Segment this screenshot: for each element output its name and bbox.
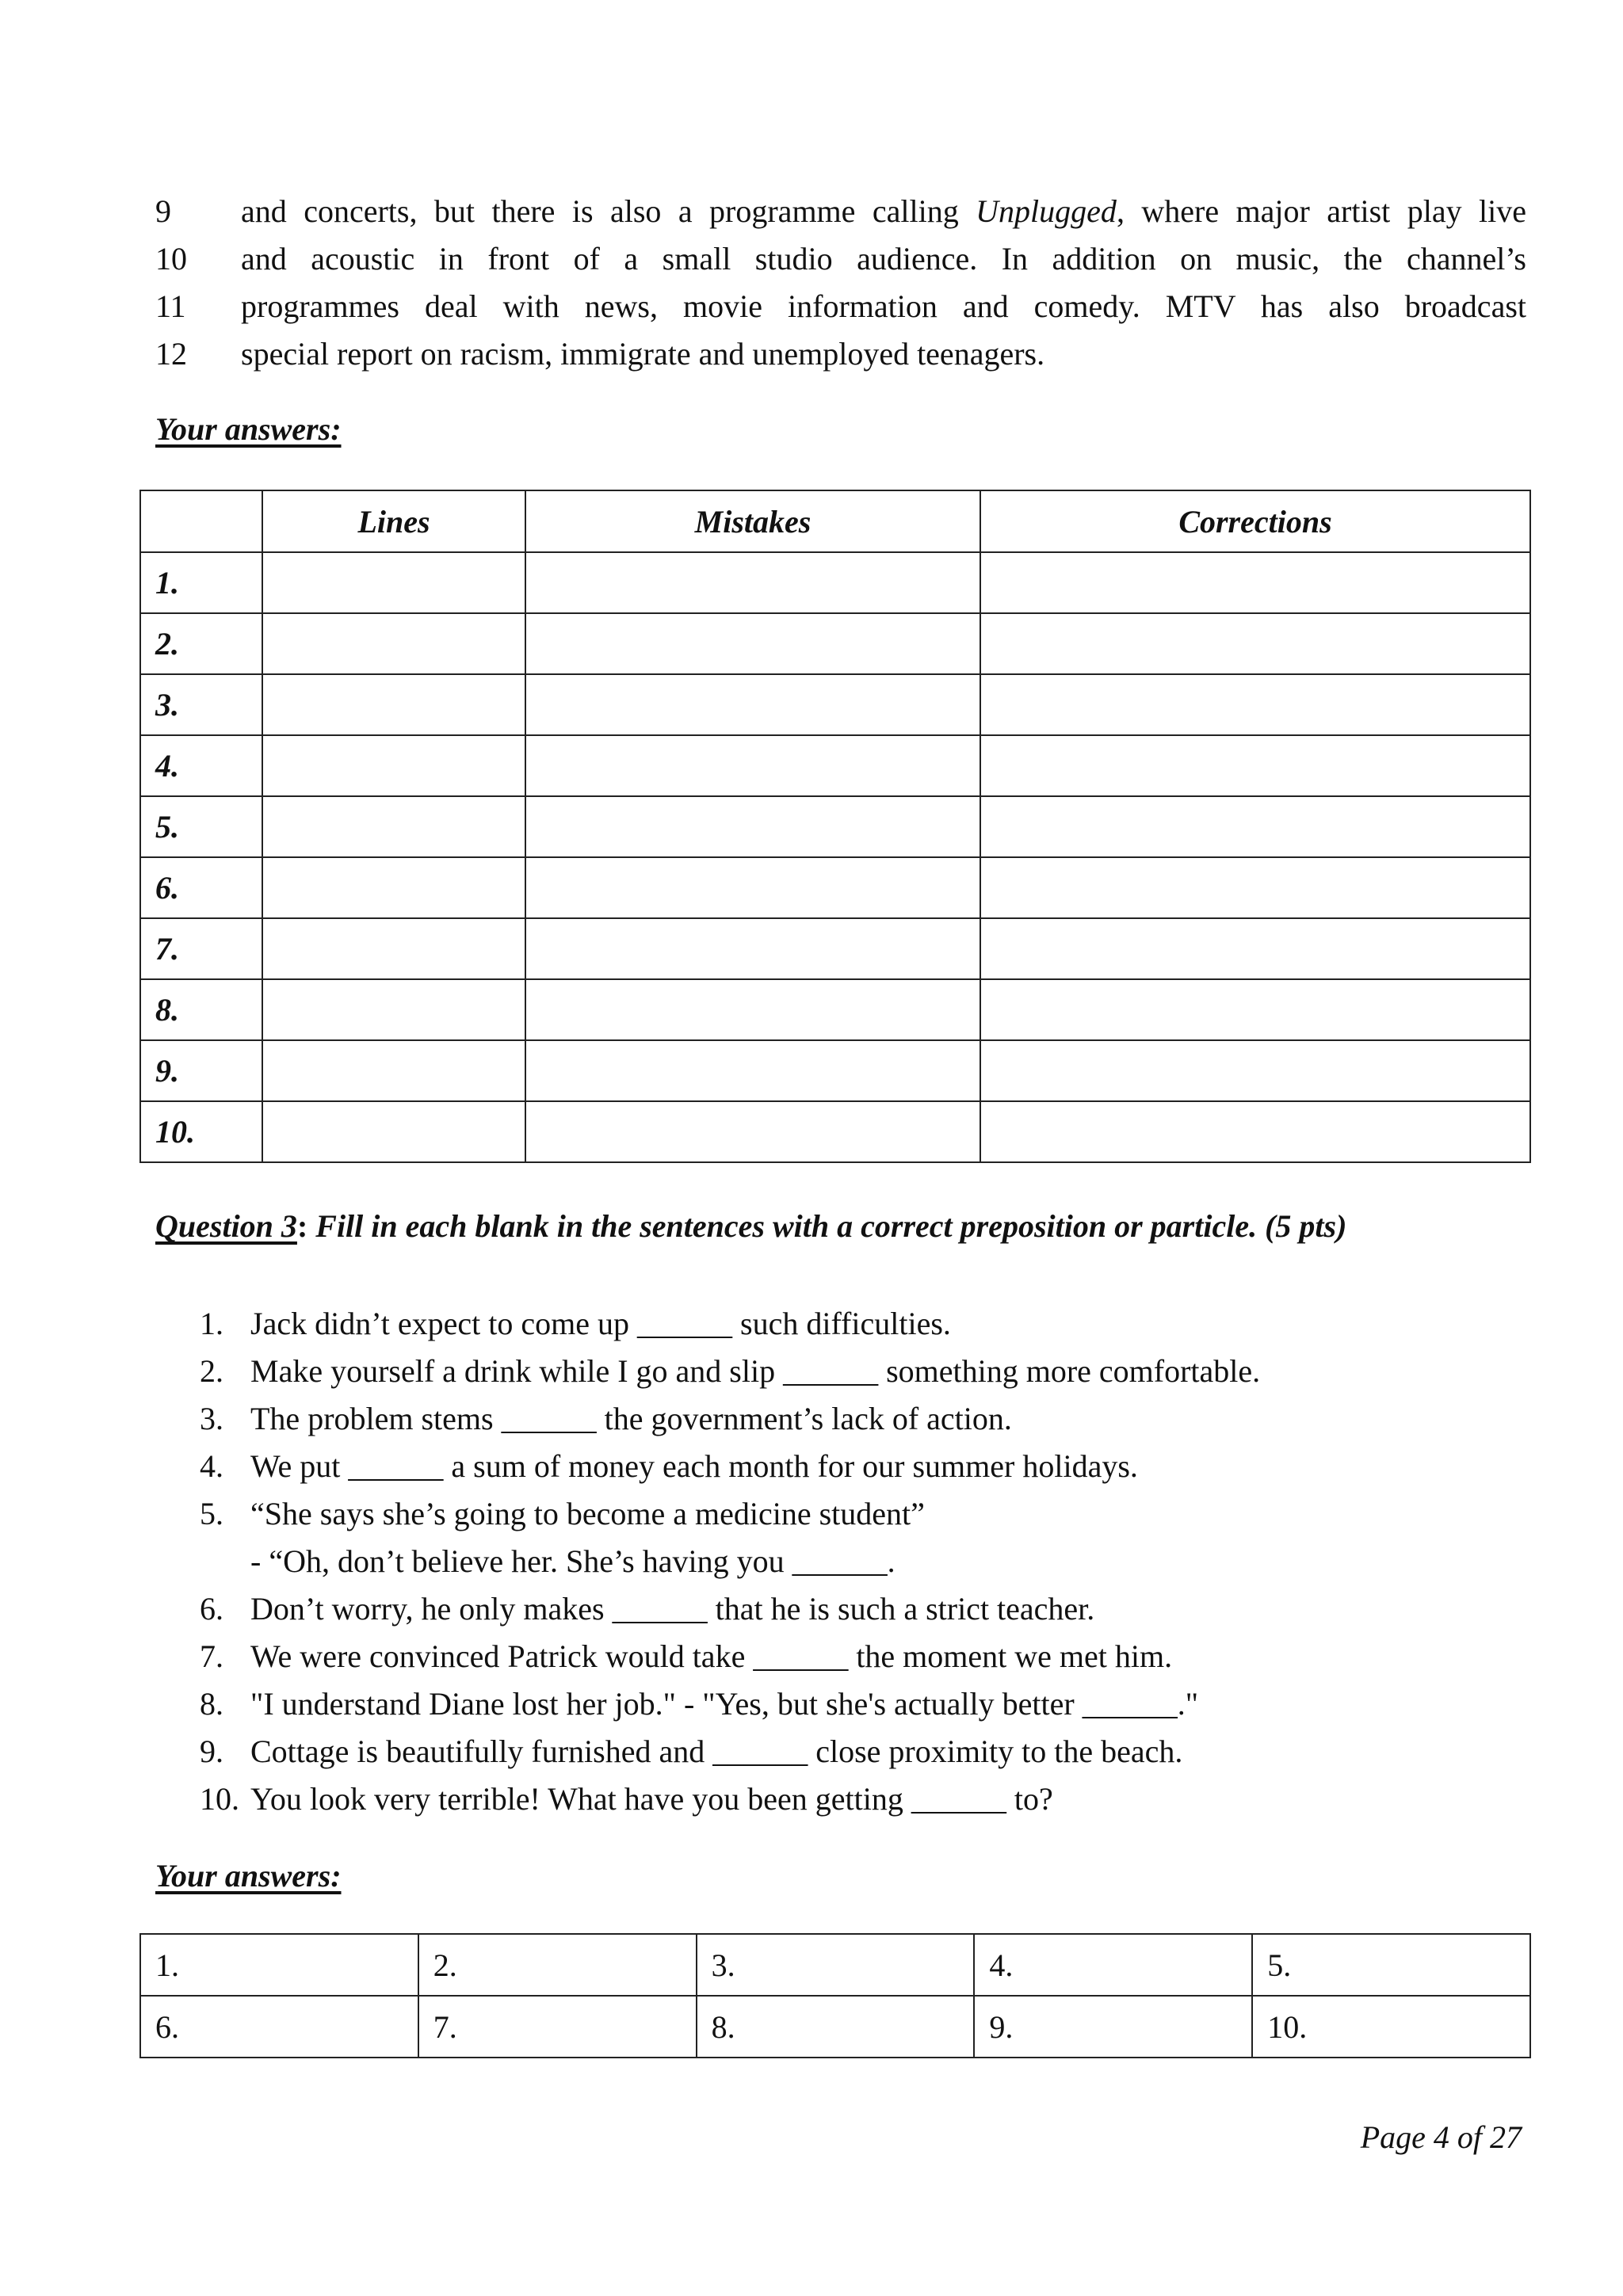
- corrections-cell[interactable]: [980, 735, 1530, 796]
- list-item: 7. We were convinced Patrick would take ______ the moment we met him.: [200, 1638, 1173, 1674]
- error-correction-table: [139, 490, 1531, 1163]
- question-colon: :: [296, 1208, 308, 1244]
- mistakes-cell[interactable]: [525, 857, 980, 918]
- item-text: You look very terrible! What have you been getting ______ to?: [250, 1780, 1053, 1817]
- item-text: We were convinced Patrick would take ______ the moment we met him.: [250, 1638, 1173, 1674]
- line-text: programmes deal with news, movie information and comedy. MTV has also broadcast: [241, 288, 1526, 324]
- corrections-cell[interactable]: [980, 918, 1530, 979]
- answer-grid: [139, 1933, 1531, 2058]
- list-item: 9. Cottage is beautifully furnished and ______ close proximity to the beach.: [200, 1733, 1183, 1769]
- mistakes-cell[interactable]: [525, 796, 980, 857]
- lines-cell[interactable]: [262, 979, 525, 1040]
- row-number: 10.: [140, 1101, 262, 1162]
- corrections-cell[interactable]: [980, 857, 1530, 918]
- mistakes-cell[interactable]: [525, 613, 980, 674]
- answer-cell[interactable]: 8.: [697, 1996, 975, 2058]
- header-blank: [140, 490, 262, 552]
- list-item: 2. Make yourself a drink while I go and slip ______ something more comfortable.: [200, 1352, 1261, 1389]
- mistakes-cell[interactable]: [525, 1040, 980, 1101]
- list-item: 10. You look very terrible! What have you been getting ______ to?: [200, 1780, 1053, 1817]
- passage-line: [155, 187, 1526, 235]
- answer-cell[interactable]: 1.: [140, 1934, 418, 1996]
- corrections-cell[interactable]: [980, 1040, 1530, 1101]
- list-item: 1. Jack didn’t expect to come up ______ such difficulties.: [200, 1305, 951, 1341]
- page-number: Page 4 of 27: [1360, 2119, 1522, 2155]
- row-number: 8.: [140, 979, 262, 1040]
- corrections-cell[interactable]: [980, 552, 1530, 613]
- row-number: 4.: [140, 735, 262, 796]
- lines-cell[interactable]: [262, 735, 525, 796]
- header-corrections: Corrections: [980, 490, 1530, 552]
- row-number: 7.: [140, 918, 262, 979]
- table-row: [140, 613, 1530, 674]
- table-header-row: [140, 490, 1530, 552]
- table-row: [140, 735, 1530, 796]
- line-text: and acoustic in front of a small studio audience. In addition on music, the channel’s: [241, 240, 1526, 277]
- table-row: [140, 857, 1530, 918]
- table-row: [140, 918, 1530, 979]
- answer-cell[interactable]: 3.: [697, 1934, 975, 1996]
- item-text: Make yourself a drink while I go and slip ______ something more comfortable.: [250, 1352, 1261, 1389]
- list-item: 3. The problem stems ______ the government’s lack of action.: [200, 1400, 1012, 1436]
- answers-label: Your answers:: [155, 411, 342, 447]
- table-row: [140, 1101, 1530, 1162]
- question-items: [200, 1299, 1468, 1822]
- row-number: 5.: [140, 796, 262, 857]
- mistakes-cell[interactable]: [525, 674, 980, 735]
- list-item: 8. "I understand Diane lost her job." - "Yes, but she's actually better ______.": [200, 1685, 1199, 1722]
- line-number: 9: [155, 193, 171, 229]
- list-item-continuation: [200, 1537, 1468, 1585]
- lines-cell[interactable]: [262, 918, 525, 979]
- item-text: "I understand Diane lost her job." - "Yes, but she's actually better ______.": [250, 1685, 1199, 1722]
- passage-line: [155, 235, 1526, 282]
- table-row: [140, 1040, 1530, 1101]
- mistakes-cell[interactable]: [525, 979, 980, 1040]
- corrections-cell[interactable]: [980, 1101, 1530, 1162]
- line-number: 12: [155, 335, 187, 372]
- mistakes-cell[interactable]: [525, 918, 980, 979]
- corrections-cell[interactable]: [980, 796, 1530, 857]
- header-mistakes: Mistakes: [525, 490, 980, 552]
- passage: [155, 187, 1526, 377]
- passage-line: [155, 330, 1526, 377]
- corrections-cell[interactable]: [980, 613, 1530, 674]
- passage-line: [155, 282, 1526, 330]
- list-item: 5. “She says she’s going to become a medicine student”: [200, 1495, 925, 1531]
- row-number: 2.: [140, 613, 262, 674]
- mistakes-cell[interactable]: [525, 1101, 980, 1162]
- table-row: [140, 796, 1530, 857]
- list-item: 6. Don’t worry, he only makes ______ that he is such a strict teacher.: [200, 1590, 1095, 1627]
- item-text: Cottage is beautifully furnished and ______ close proximity to the beach.: [250, 1733, 1183, 1769]
- question-instruction: Fill in each blank in the sentences with a correct preposition or particle. (5 pts): [307, 1208, 1347, 1244]
- row-number: 6.: [140, 857, 262, 918]
- lines-cell[interactable]: [262, 796, 525, 857]
- answer-cell[interactable]: 6.: [140, 1996, 418, 2058]
- item-text: Jack didn’t expect to come up ______ such difficulties.: [250, 1305, 951, 1341]
- question-label: Question 3: [155, 1208, 297, 1244]
- line-text: special report on racism, immigrate and unemployed teenagers.: [241, 335, 1045, 372]
- table-row: [140, 979, 1530, 1040]
- row-number: 3.: [140, 674, 262, 735]
- line-text: and concerts, but there is also a programme calling Unplugged, where major artist play live: [241, 193, 1527, 229]
- answer-cell[interactable]: 2.: [418, 1934, 697, 1996]
- table-row: [140, 1934, 1530, 1996]
- corrections-cell[interactable]: [980, 979, 1530, 1040]
- item-text: We put ______ a sum of money each month for our summer holidays.: [250, 1447, 1138, 1484]
- lines-cell[interactable]: [262, 857, 525, 918]
- table-row: [140, 1996, 1530, 2058]
- row-number: 9.: [140, 1040, 262, 1101]
- header-lines: Lines: [262, 490, 525, 552]
- lines-cell[interactable]: [262, 613, 525, 674]
- answer-cell[interactable]: 10.: [1252, 1996, 1530, 2058]
- row-number: 1.: [140, 552, 262, 613]
- item-text: - “Oh, don’t believe her. She’s having you ______.: [250, 1543, 896, 1579]
- lines-cell[interactable]: [262, 1101, 525, 1162]
- item-text: The problem stems ______ the government’s lack of action.: [250, 1400, 1012, 1436]
- lines-cell[interactable]: [262, 552, 525, 613]
- answer-cell[interactable]: 5.: [1252, 1934, 1530, 1996]
- lines-cell[interactable]: [262, 1040, 525, 1101]
- answer-cell[interactable]: 7.: [418, 1996, 697, 2058]
- item-text: Don’t worry, he only makes ______ that he is such a strict teacher.: [250, 1590, 1095, 1627]
- answer-cell[interactable]: 9.: [974, 1996, 1252, 2058]
- mistakes-cell[interactable]: [525, 735, 980, 796]
- lines-cell[interactable]: [262, 674, 525, 735]
- table-row: [140, 552, 1530, 613]
- table-row: [140, 674, 1530, 735]
- answer-cell[interactable]: 4.: [974, 1934, 1252, 1996]
- mistakes-cell[interactable]: [525, 552, 980, 613]
- line-number: 11: [155, 288, 186, 324]
- item-text: “She says she’s going to become a medicine student”: [250, 1495, 925, 1531]
- corrections-cell[interactable]: [980, 674, 1530, 735]
- list-item: 4. We put ______ a sum of money each month for our summer holidays.: [200, 1447, 1138, 1484]
- programme-title: Unplugged: [976, 193, 1117, 229]
- question-3-heading: [155, 1207, 1346, 1245]
- answers-label: Your answers:: [155, 1858, 342, 1894]
- line-number: 10: [155, 240, 187, 277]
